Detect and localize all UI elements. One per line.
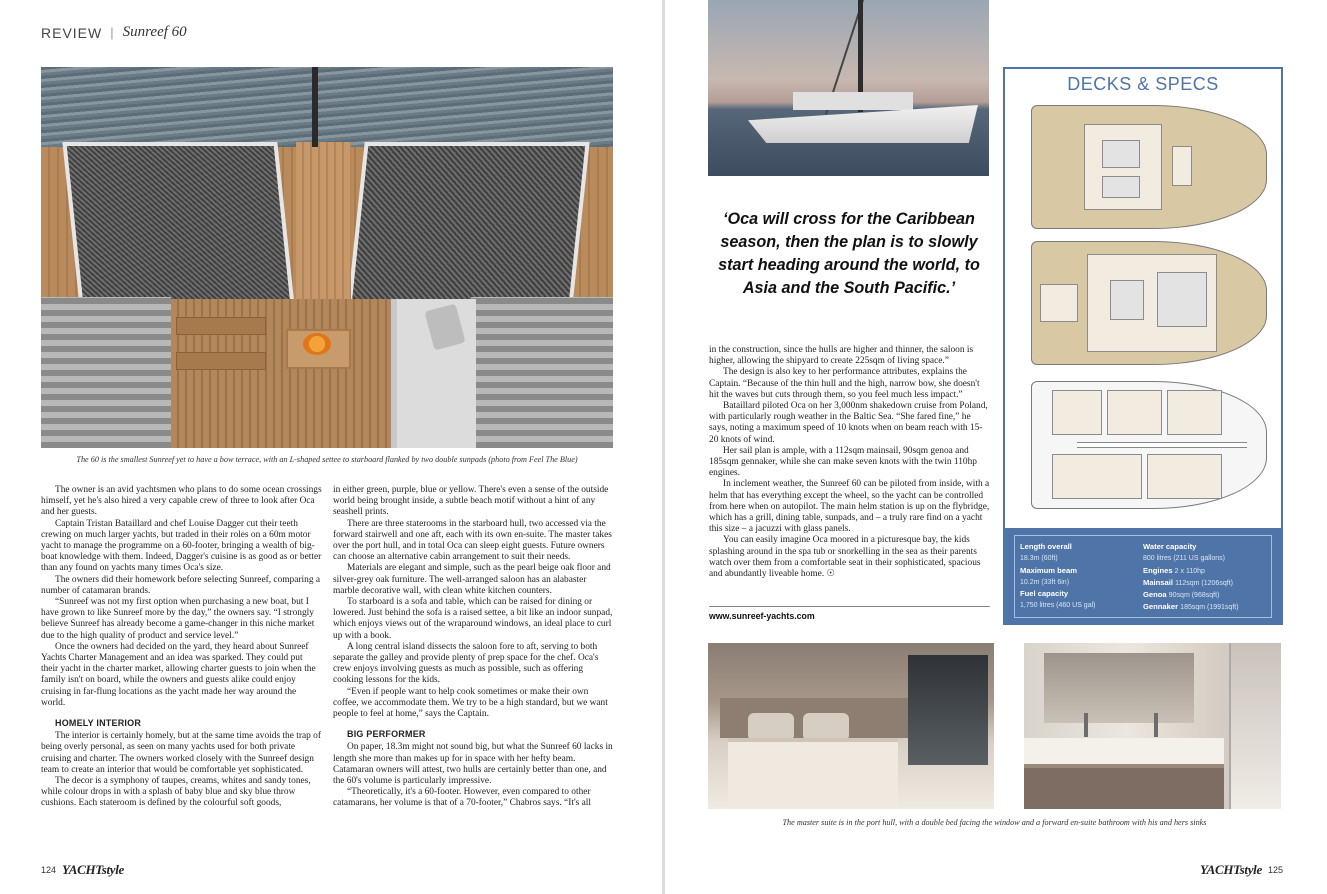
forestay [312, 67, 318, 147]
dining-area [1110, 280, 1144, 320]
master-bathroom [1147, 454, 1222, 499]
mirror [1044, 653, 1194, 723]
magazine-logo: YACHTstyle [62, 862, 125, 877]
pillow [748, 713, 794, 741]
article-column-1 [41, 485, 322, 810]
trampoline-net-port [62, 142, 294, 307]
main-deck-plan [1031, 241, 1267, 365]
spec-label: Maximum beam [1020, 565, 1077, 575]
paragraph: The owner is an avid yachtsmen who plans to do some ocean crossings himself, yet he's also hired a very capable crew of three to look after Oca and her guests. [41, 485, 322, 518]
bow-terrace-photo [41, 67, 613, 448]
paragraph: To starboard is a sofa and table, which can be raised for dining or lowered. Just behind the sofa is a raised settee, a bit like an indoor sunpad, which enjoys views out of the wraparound windows, an ideal place to curl up with a book. [333, 597, 613, 641]
spec-value: 10.2m (33ft 6in) [1020, 578, 1070, 586]
article-column-3 [709, 345, 990, 580]
sunpad-starboard [471, 297, 613, 448]
paragraph: Captain Tristan Bataillard and chef Louise Dagger cut their teeth crewing on much larger yachts, but traded in their roles on a 60m motor yacht to manage the programme on a 60-footer, bringing a wealth of big-boat knowledge with them. Indeed, Dagger's cuisine is as good as or better than any found on yachts many times Oca's size. [41, 518, 322, 574]
dining-table [1102, 176, 1140, 198]
spec-label: Fuel capacity [1020, 589, 1069, 599]
article-title: Sunreef 60 [122, 24, 187, 40]
article-column-2 [333, 485, 614, 810]
spec-label: Length overall [1020, 542, 1072, 551]
trampoline-net-starboard [347, 142, 589, 307]
cabin-window [908, 655, 988, 765]
folio-left [41, 862, 124, 878]
spec-value: 90sqm (968sqft) [1168, 592, 1220, 600]
paragraph: Her sail plan is ample, with a 112sqm mainsail, 90sqm genoa and 185sqm gennaker, while she can make seven knots with the twin 110hp engines. [709, 445, 977, 479]
specs-column-left [1020, 541, 1143, 612]
paragraph: There are three staterooms in the starboard hull, two accessed via the forward stairwell and one aft, each with its own en-suite. The master takes over the port hull, and in total Oca can sleep eight guests. Future owners can choose an alternative cabin arrangement to suit their needs. [333, 518, 612, 563]
yacht-underway-photo [708, 0, 989, 176]
spec-row [1143, 577, 1266, 589]
pull-quote: ‘Oca will cross for the Caribbean season, then the plan is to slowly start heading around the world, to Asia and the South Pacific.’ [718, 210, 980, 297]
sunpad-port [41, 297, 171, 448]
website-link[interactable]: www.sunreef-yachts.com [709, 611, 815, 621]
paragraph: In inclement weather, the Sunreef 60 can be piloted from inside, with a helm that has everything except the wheel, so the yacht can be controlled from here when on autopilot. The main helm station is up on the flybridge, which has a grill, dining table, sunpads, and – a truly rare find on a yacht this size – a jacuzzi with glass panels. [709, 479, 990, 535]
tap [1084, 713, 1088, 737]
specs-panel [1005, 528, 1281, 625]
section-header [41, 24, 187, 41]
catamaran-hull [748, 105, 978, 143]
decks-specs-box [1003, 67, 1283, 625]
step [176, 317, 266, 335]
divider-rule [709, 606, 990, 607]
step [176, 352, 266, 370]
superstructure [793, 92, 913, 110]
paragraph: The interior is certainly homely, but at the same time avoids the trap of being overly personal, as seen on many yachts used for both private cruising and charter. The owners worked closely with the Sunreef design team to create an interior that would be comfortable yet sophisticated. [41, 731, 321, 775]
en-suite-bathroom-photo [1024, 643, 1281, 809]
paragraph: You can easily imagine Oca moored in a picturesque bay, the kids splashing around in the spa tub or snorkelling in the sea as their parents watch over them from a comfortable seat in their sophisticated, spacious and abundantly liveable home. ☉ [709, 535, 981, 580]
subheading-homely-interior: HOMELY INTERIOR [55, 718, 142, 729]
shower-enclosure [1229, 643, 1281, 809]
tap [1154, 713, 1158, 737]
aft-cockpit [1040, 284, 1078, 322]
paragraph: The design is also key to her performance attributes, explains the Captain. “Because of the thin hull and the high, narrow bow, she doesn't hit the waves but cuts through them, so you feel much less impact.” [709, 367, 980, 400]
paragraph: “Theoretically, it's a 60-footer. However, even compared to other catamarans, her volume is that of a 70-footer,” Chabros says. “It's all [333, 787, 591, 809]
spec-value: 1,750 litres (460 US gal) [1020, 602, 1096, 610]
bow-photo-caption: The 60 is the smallest Sunreef yet to have a bow terrace, with an L-shaped settee to starboard flanked by two double sunpads (photo from Feel The Blue) [76, 455, 578, 464]
right-page [665, 0, 1327, 894]
spec-label: Genoa [1143, 590, 1167, 600]
left-page [0, 0, 662, 894]
spec-value: 112sqm (1206sqft) [1175, 579, 1233, 587]
paragraph: Materials are elegant and simple, such as the pearl beige oak floor and silver-grey oak furniture. The well-arranged saloon has an alabaster marble decorative wall, with clean white kitchen counters. [333, 563, 611, 596]
folio-right [1200, 862, 1283, 878]
page-number: 125 [1267, 865, 1283, 875]
lower-deck-plan [1031, 381, 1267, 509]
paragraph: “Sunreef was not my first option when purchasing a new boat, but I have grown to like Sunreef more by the day,” the owners say. “I strongly believe Sunreef has already become a game-changer in this niche market due to the high quality of product and service level.” [41, 597, 315, 641]
spec-label: Engines [1143, 565, 1173, 575]
paragraph: A long central island dissects the saloon fore to aft, serving to both separate the galley and provide plenty of prep space for the chef. Oca's crew enjoys involving guests as much as possible, such as offering cooking lessons for the kids. [333, 641, 599, 686]
subheading-big-performer: BIG PERFORMER [347, 729, 426, 740]
paragraph: The decor is a symphony of taupes, creams, whites and sandy tones, while colour drops in with a splash of baby blue and sky blue throw cushions. Each stateroom is defined by the colourful soft goods, [41, 776, 311, 809]
master-suite-photo [708, 643, 994, 809]
specs-inner-frame [1014, 535, 1272, 618]
paragraph: Once the owners had decided on the yard, they heard about Sunreef Yachts Charter Management and an idea was sparked. They could put their yacht in the charter market, allowing charter guests to join when the family isn't on board, while the owners and guests alike could enjoy cruising in far-flung locations as the yacht made her way around the world. [41, 641, 316, 708]
page-number: 124 [41, 865, 57, 875]
suite-photo-caption: The master suite is in the port hull, with a double bed facing the window and a forward en-suite bathroom with his and hers sinks [782, 818, 1207, 827]
specs-column-right [1143, 541, 1266, 612]
paragraph: On paper, 18.3m might not sound big, but what the Sunreef 60 lacks in length she more than makes up for in space with her hefty beam. Catamaran owners will attest, two hulls are certainly better than one, and the 60's volume is particularly impressive. [333, 742, 613, 787]
hull-divider [1077, 442, 1247, 448]
double-sink-counter [1024, 738, 1224, 768]
master-cabin [1052, 454, 1142, 499]
paragraph: “Even if people want to help cook sometimes or make their own coffee, we accommodate them. We try to be a high standard, but we want people to feel at home,” says the Captain. [333, 686, 608, 720]
spec-value: 185sqm (1991sqft) [1180, 604, 1239, 612]
paragraph: in the construction, since the hulls are higher and thinner, the saloon is higher, allowing the shipyard to create 225sqm of living space.” [709, 345, 974, 367]
header-divider: | [110, 25, 115, 40]
paragraph: in either green, purple, blue or yellow. There's even a sense of the outside world being brought inside, a subtle beach motif without a hint of any seashell prints. [333, 485, 609, 518]
vanity-cabinet [1024, 768, 1224, 809]
double-bed [728, 738, 898, 809]
cabin [1167, 390, 1222, 435]
section-label: REVIEW [41, 24, 103, 41]
cabin [1107, 390, 1162, 435]
paragraph: Bataillard piloted Oca on her 3,000nm shakedown cruise from Poland, with particularly rough weather in the Baltic Sea. “She fared fine,” he says, noting a maximum speed of 10 knots when on beam reach with 15-20 knots of wind. [709, 401, 988, 445]
helm-station [1172, 146, 1192, 186]
spec-label: Mainsail [1143, 577, 1173, 587]
jacuzzi [1102, 140, 1140, 168]
spec-value: 2 x 110hp [1174, 567, 1205, 575]
fruit-bowl [303, 333, 331, 355]
flybridge-deck-plan [1031, 105, 1267, 229]
spec-label: Gennaker [1143, 602, 1179, 612]
cabin [1052, 390, 1102, 435]
spec-label: Water capacity [1143, 542, 1197, 551]
galley [1157, 272, 1207, 327]
spec-row [1143, 565, 1266, 577]
spec-row [1143, 589, 1266, 601]
magazine-logo: YACHTstyle [1199, 862, 1262, 877]
specs-title: DECKS & SPECS [1067, 74, 1219, 94]
spec-row [1143, 601, 1266, 613]
paragraph: The owners did their homework before selecting Sunreef, comparing a number of catamaran brands. [41, 574, 321, 596]
spec-value: 800 litres (211 US gallons) [1143, 555, 1225, 563]
spec-value: 18.3m (60ft) [1020, 555, 1058, 563]
pillow [803, 713, 849, 741]
